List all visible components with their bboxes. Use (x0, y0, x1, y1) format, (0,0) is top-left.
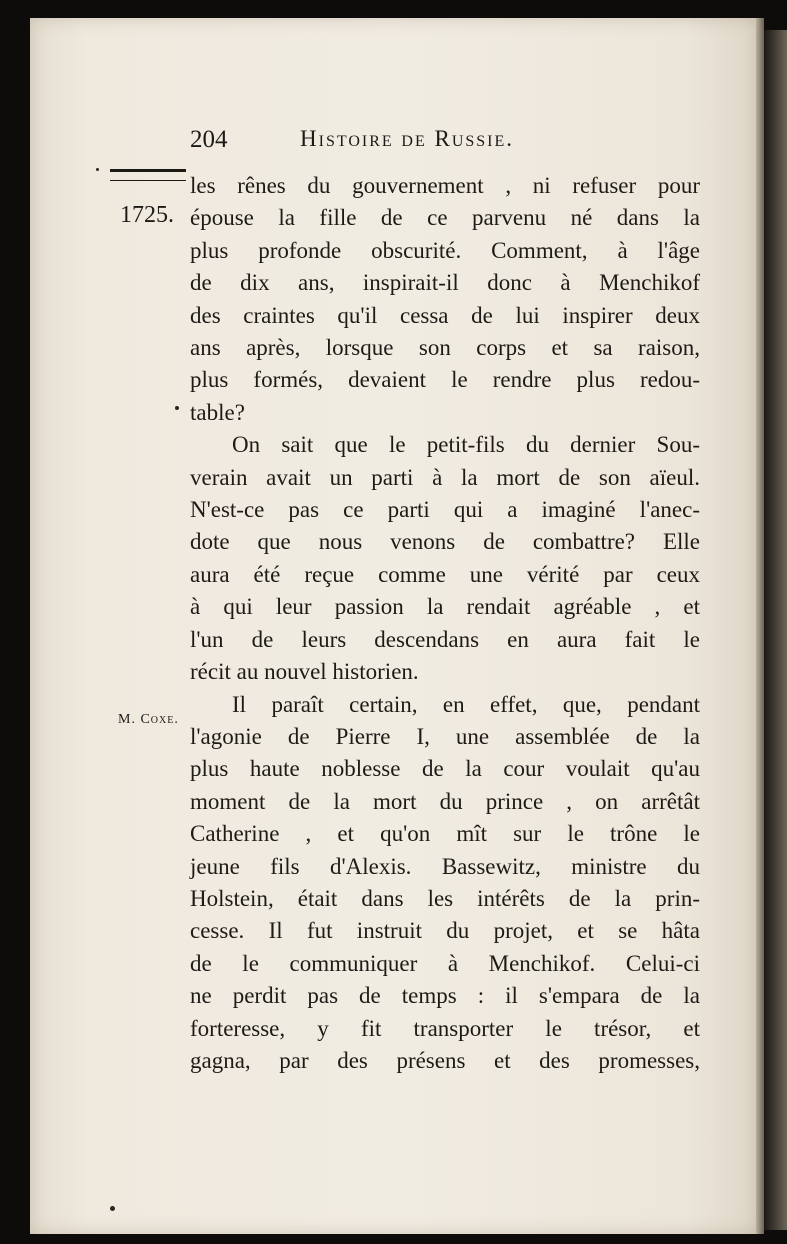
text-line: de le communiquer à Menchikof. Celui-ci (190, 950, 700, 976)
text-line: des craintes qu'il cessa de lui inspirer deux (190, 302, 700, 328)
text-line: forteresse, y fit transporter le trésor, et (190, 1015, 700, 1041)
text-line: Il paraît certain, en effet, que, pendant (232, 691, 700, 717)
text-line: plus profonde obscurité. Comment, à l'âge (190, 237, 700, 263)
page-paper (30, 18, 758, 1234)
text-line: verain avait un parti à la mort de son aïeul. (190, 464, 700, 490)
text-line: dote que nous venons de combattre? Elle (190, 529, 700, 555)
text-line: moment de la mort du prince , on arrêtât (190, 788, 700, 814)
text-line: de dix ans, inspirait-il donc à Menchikof (190, 270, 700, 296)
continuation-rule (110, 169, 186, 181)
margin-year: 1725. (120, 202, 174, 228)
text-line: jeune fils d'Alexis. Bassewitz, ministre du (190, 853, 700, 879)
text-line: N'est-ce pas ce parti qui a imaginé l'anec- (190, 497, 700, 523)
text-line: ans après, lorsque son corps et sa raison, (190, 335, 700, 361)
ink-speck (175, 406, 179, 410)
ink-speck (110, 1206, 115, 1211)
text-line: Catherine , et qu'on mît sur le trône le (190, 821, 700, 847)
text-line: les rênes du gouvernement , ni refuser pour (190, 173, 700, 198)
text-line: cesse. Il fut instruit du projet, et se hâta (190, 918, 700, 944)
running-title: Histoire de Russie. (300, 126, 515, 151)
text-line: l'agonie de Pierre I, une assemblée de la (190, 723, 700, 749)
text-line: plus formés, devaient le rendre plus redou- (190, 367, 700, 393)
text-line: épouse la fille de ce parvenu né dans la (190, 205, 700, 231)
text-line: à qui leur passion la rendait agréable , et (190, 594, 700, 620)
body-text (190, 170, 700, 1077)
ink-speck (96, 168, 99, 171)
text-line: plus haute noblesse de la cour voulait qu'au (190, 756, 700, 782)
text-line: l'un de leurs descendans en aura fait le (190, 626, 700, 652)
text-line: gagna, par des présens et des promesses, (190, 1047, 700, 1073)
page-edge (756, 18, 764, 1234)
facing-page-edge (764, 30, 787, 1230)
text-line: table? (190, 399, 245, 425)
page-header (30, 126, 758, 156)
text-line: récit au nouvel historien. (190, 659, 419, 685)
text-line: Holstein, était dans les intérêts de la prin- (190, 885, 700, 911)
text-line: aura été reçue comme une vérité par ceux (190, 561, 700, 587)
margin-note: M. Coxe. (118, 712, 179, 727)
page-number: 204 (190, 126, 228, 153)
text-line: ne perdit pas de temps : il s'empara de la (190, 983, 700, 1009)
text-line: On sait que le petit-fils du dernier Sou- (232, 432, 700, 458)
